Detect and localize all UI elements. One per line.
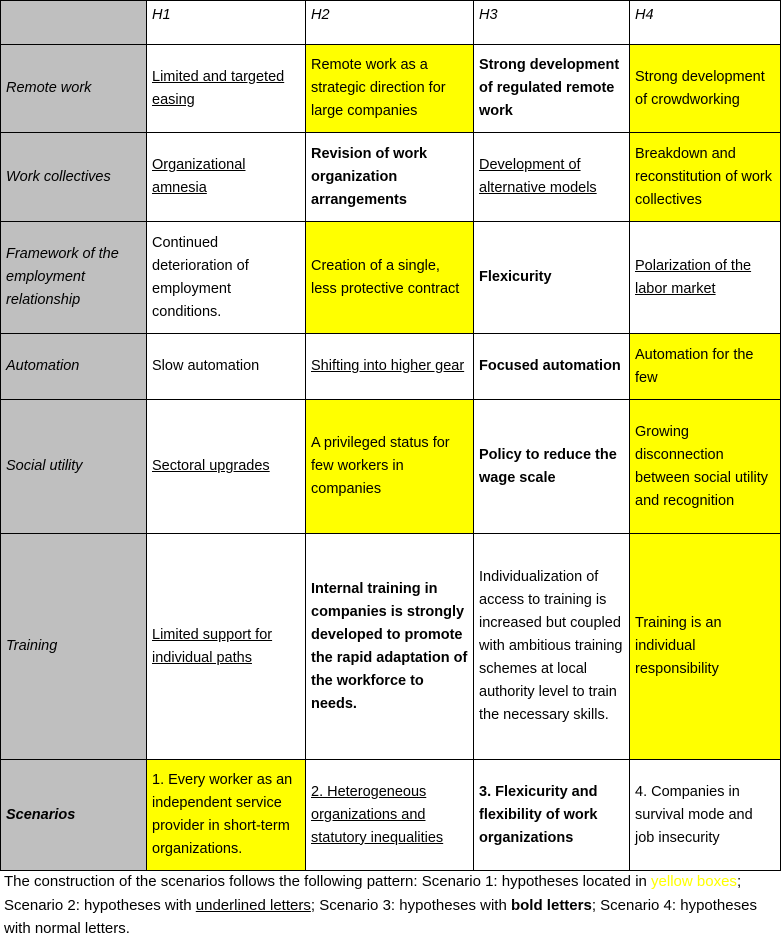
row-header-scenarios: Scenarios	[1, 760, 147, 871]
header-row	[1, 1, 781, 45]
table-cell: Strong development of regulated remote work	[474, 45, 630, 133]
table-cell: 4. Companies in survival mode and job insecurity	[630, 760, 781, 871]
table-cell: Shifting into higher gear	[306, 334, 474, 400]
table-cell: Sectoral upgrades	[147, 400, 306, 534]
table-cell: Policy to reduce the wage scale	[474, 400, 630, 534]
table-cell: 2. Heterogeneous organizations and statutory inequalities	[306, 760, 474, 871]
caption-text: ; Scenario 4: hypotheses with normal letters.	[4, 896, 757, 937]
table-cell: Individualization of access to training is increased but coupled with ambitious training schemes at local authority level to train the necessary skills.	[474, 534, 630, 760]
table-cell: Organizational amnesia	[147, 133, 306, 222]
table-cell: Creation of a single, less protective contract	[306, 222, 474, 334]
table-cell: Development of alternative models	[474, 133, 630, 222]
table-row-work-collectives	[1, 133, 781, 222]
caption-bold-letters: bold letters	[510, 896, 592, 914]
table-cell: Polarization of the labor market	[630, 222, 781, 334]
table-cell: Continued deterioration of employment conditions.	[147, 222, 306, 334]
table-cell: 3. Flexicurity and flexibility of work organizations	[474, 760, 630, 871]
table-cell: Training is an individual responsibility	[630, 534, 781, 760]
row-header: Training	[1, 534, 147, 760]
column-header-h3: H3	[474, 1, 630, 45]
table-row-automation	[1, 334, 781, 400]
table-cell: Automation for the few	[630, 334, 781, 400]
column-header-h4: H4	[630, 1, 781, 45]
table-row-social-utility	[1, 400, 781, 534]
table-row-remote-work	[1, 45, 781, 133]
table-caption	[4, 870, 779, 941]
column-header-h2: H2	[306, 1, 474, 45]
row-header: Work collectives	[1, 133, 147, 222]
table-cell: A privileged status for few workers in companies	[306, 400, 474, 534]
caption-text: ; Scenario 2: hypotheses with	[4, 873, 742, 914]
caption-yellow-boxes: yellow boxes	[651, 873, 737, 890]
table-cell: Remote work as a strategic direction for large companies	[306, 45, 474, 133]
caption-text: The construction of the scenarios follows the following pattern: Scenario 1: hypotheses located in	[4, 873, 652, 890]
table-cell: Strong development of crowdworking	[630, 45, 781, 133]
row-header: Automation	[1, 334, 147, 400]
table-cell: Limited support for individual paths	[147, 534, 306, 760]
row-header: Remote work	[1, 45, 147, 133]
table-cell: Breakdown and reconstitution of work collectives	[630, 133, 781, 222]
table-cell: Internal training in companies is strongly developed to promote the rapid adaptation of the workforce to needs.	[306, 534, 474, 760]
table-row-training	[1, 534, 781, 760]
column-header-h1: H1	[147, 1, 306, 45]
table-row-framework	[1, 222, 781, 334]
caption-underlined-letters: underlined letters	[195, 896, 311, 914]
table-cell: Revision of work organization arrangements	[306, 133, 474, 222]
table-cell: Limited and targeted easing	[147, 45, 306, 133]
corner-cell	[1, 1, 147, 45]
table-cell: Focused automation	[474, 334, 630, 400]
row-header: Framework of the employment relationship	[1, 222, 147, 334]
table-cell: Growing disconnection between social utility and recognition	[630, 400, 781, 534]
caption-text: ; Scenario 3: hypotheses with	[310, 896, 511, 914]
table-cell: 1. Every worker as an independent service provider in short-term organizations.	[147, 760, 306, 871]
table-row-scenarios	[1, 760, 781, 871]
table-cell: Flexicurity	[474, 222, 630, 334]
table-cell: Slow automation	[147, 334, 306, 400]
row-header: Social utility	[1, 400, 147, 534]
